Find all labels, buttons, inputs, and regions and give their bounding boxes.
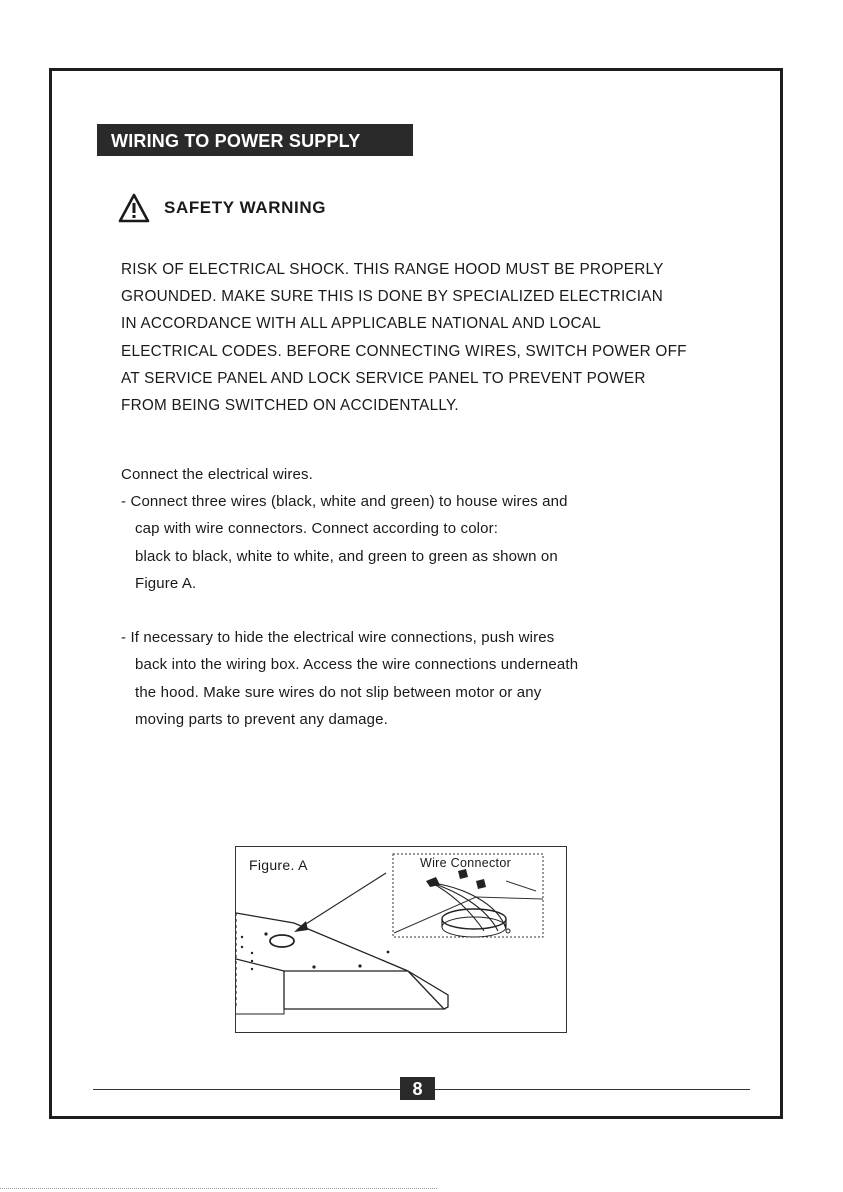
step2-line: moving parts to prevent any damage. [135, 710, 388, 728]
step1-line: black to black, white to white, and green to green as shown on [135, 547, 558, 565]
instructions-intro: Connect the electrical wires. [121, 466, 313, 483]
warning-line: ELECTRICAL CODES. BEFORE CONNECTING WIRES, SWITCH POWER OFF [121, 342, 687, 360]
warning-line: GROUNDED. MAKE SURE THIS IS DONE BY SPECIALIZED ELECTRICIAN [121, 288, 664, 306]
warning-triangle-icon [118, 192, 150, 224]
figure-a [235, 846, 567, 1033]
instructions [121, 461, 741, 733]
figure-label: Figure. A [249, 857, 308, 873]
warning-line: RISK OF ELECTRICAL SHOCK. THIS RANGE HOOD MUST BE PROPERLY [121, 261, 664, 278]
step2-line: - If necessary to hide the electrical wire connections, push wires [121, 629, 555, 647]
warning-paragraph [121, 256, 781, 419]
page-number: 8 [400, 1077, 435, 1100]
section-title: WIRING TO POWER SUPPLY [97, 124, 413, 156]
step1-line: Figure A. [135, 574, 197, 592]
step2-line: the hood. Make sure wires do not slip between motor or any [135, 683, 542, 701]
step2-line: back into the wiring box. Access the wire connections underneath [135, 656, 579, 674]
warning-line: IN ACCORDANCE WITH ALL APPLICABLE NATIONAL AND LOCAL [121, 315, 601, 333]
safety-warning-title: SAFETY WARNING [164, 198, 327, 217]
scan-edge-divider [0, 1188, 437, 1189]
warning-line: FROM BEING SWITCHED ON ACCIDENTALLY. [121, 397, 459, 415]
warning-line: AT SERVICE PANEL AND LOCK SERVICE PANEL TO PREVENT POWER [121, 369, 646, 387]
wire-connector-label: Wire Connector [420, 856, 512, 870]
step1-line: - Connect three wires (black, white and green) to house wires and [121, 493, 568, 511]
range-hood-illustration [236, 847, 568, 1034]
safety-warning-heading [118, 191, 326, 225]
step1-line: cap with wire connectors. Connect according to color: [135, 520, 499, 538]
